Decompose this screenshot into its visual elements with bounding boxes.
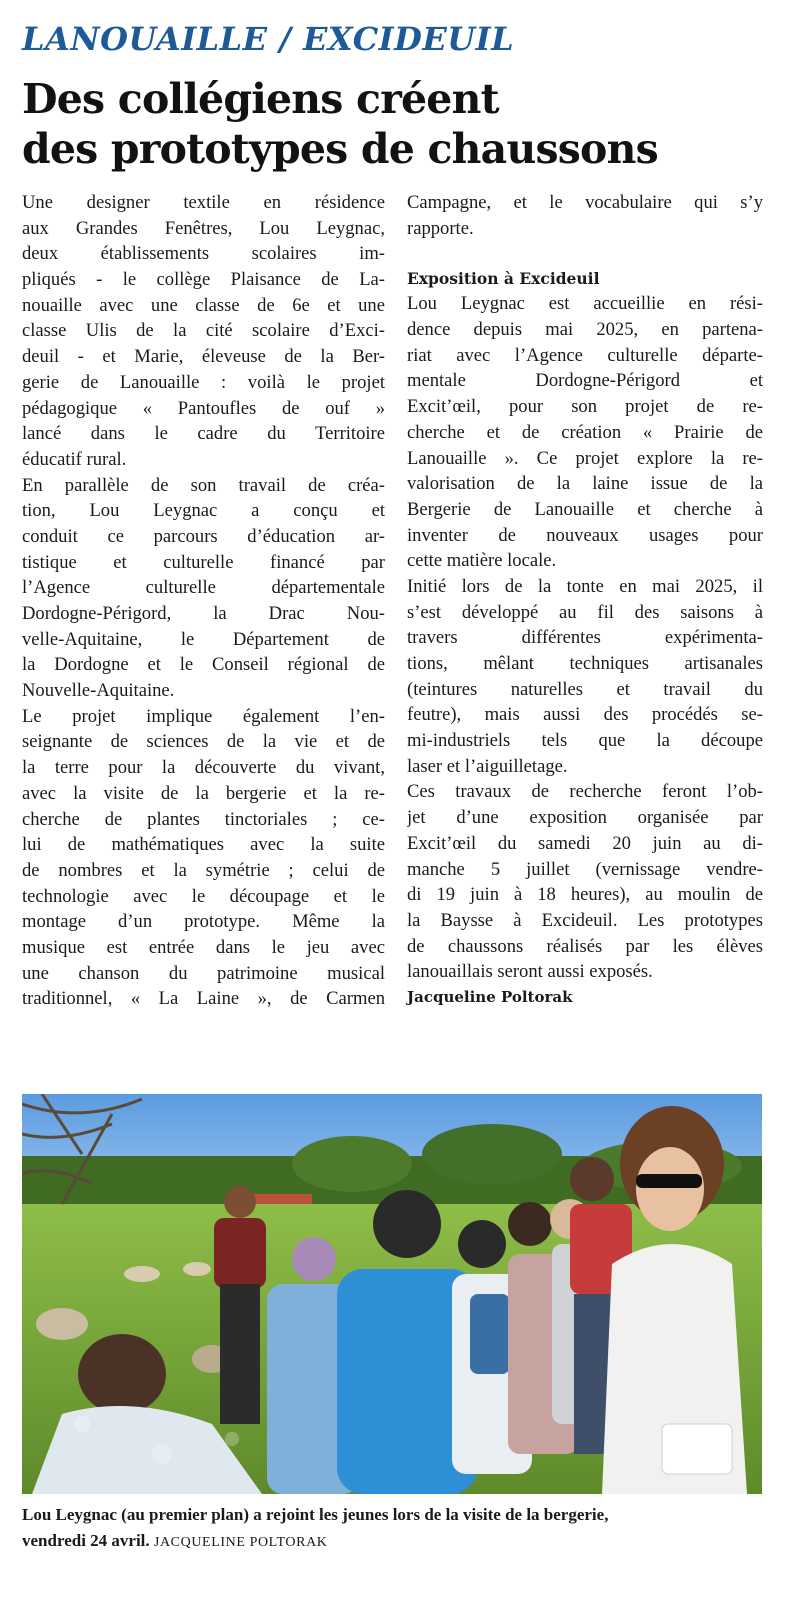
body-line: lui de mathématiques avec la suite bbox=[22, 834, 385, 856]
photo-credit: JACQUELINE POLTORAK bbox=[153, 1535, 328, 1550]
photo-sheep bbox=[124, 1266, 160, 1282]
body-line: technologie avec le découpage et le bbox=[22, 885, 385, 907]
article-byline: Jacqueline Poltorak bbox=[407, 988, 573, 1006]
photo-sheep bbox=[183, 1262, 211, 1276]
body-line: avec la visite de la bergerie et la re- bbox=[22, 782, 385, 804]
article-headline bbox=[22, 74, 782, 174]
caption-date: vendredi 24 avril. bbox=[22, 1531, 150, 1550]
body-line: Le projet implique également l’en- bbox=[22, 705, 385, 727]
photo-tree bbox=[422, 1124, 562, 1184]
body-line: inventer de nouveaux usages pour bbox=[407, 524, 763, 546]
body-line: lancé dans le cadre du Territoire bbox=[22, 423, 385, 445]
headline-line: des prototypes de chaussons bbox=[22, 125, 658, 173]
body-line: Excit’œil, pour son projet de re- bbox=[407, 396, 763, 418]
body-line: Nouvelle-Aquitaine. bbox=[22, 680, 175, 702]
body-line: tion, Lou Leygnac a conçu et bbox=[22, 500, 385, 522]
body-line: velle-Aquitaine, le Département de bbox=[22, 628, 385, 650]
body-line: deuil - et Marie, éleveuse de la Ber- bbox=[22, 346, 385, 368]
photo-caption bbox=[22, 1502, 782, 1556]
body-line: lanouaillais seront aussi exposés. bbox=[407, 961, 653, 983]
body-line: (teintures naturelles et travail du bbox=[407, 678, 763, 700]
body-line: Ces travaux de recherche feront l’ob- bbox=[407, 781, 763, 803]
caption-line: Lou Leygnac (au premier plan) a rejoint les jeunes lors de la visite de la bergerie, bbox=[22, 1505, 609, 1524]
body-line: la Dordogne et le Conseil régional de bbox=[22, 654, 385, 676]
article-body-right-column bbox=[407, 190, 763, 1009]
body-line: éducatif rural. bbox=[22, 448, 127, 470]
body-line: seignante de sciences de la vie et de bbox=[22, 731, 385, 753]
body-line: Excit’œil du samedi 20 juin au di- bbox=[407, 832, 763, 854]
section-subhead: Exposition à Excideuil bbox=[407, 269, 600, 289]
article-photo bbox=[22, 1094, 762, 1494]
body-line: feutre), mais aussi des procédés se- bbox=[407, 704, 763, 726]
body-line: musique est entrée dans le jeu avec bbox=[22, 936, 385, 958]
body-line: cherche et de création « Prairie de bbox=[407, 421, 763, 443]
article-body-left-column bbox=[22, 190, 385, 1012]
body-line: cherche de plantes tinctoriales ; ce- bbox=[22, 808, 385, 830]
body-line: montage d’un prototype. Même la bbox=[22, 911, 385, 933]
body-line: manche 5 juillet (vernissage vendre- bbox=[407, 858, 763, 880]
body-line: aux Grandes Fenêtres, Lou Leygnac, bbox=[22, 217, 385, 239]
body-line: di 19 juin à 18 heures), au moulin de bbox=[407, 884, 763, 906]
caption-line bbox=[22, 1528, 782, 1556]
body-line: tions, mêlant techniques artisanales bbox=[407, 653, 763, 675]
headline-line: Des collégiens créent bbox=[22, 75, 499, 123]
body-line: pédagogique « Pantoufles de ouf » bbox=[22, 397, 385, 419]
body-line: Bergerie de Lanouaille et cherche à bbox=[407, 498, 763, 520]
photo-sheep bbox=[36, 1308, 88, 1340]
body-line: tistique et culturelle financé par bbox=[22, 551, 385, 573]
body-line: la terre pour la découverte du vivant, bbox=[22, 757, 385, 779]
body-line: En parallèle de son travail de créa- bbox=[22, 474, 385, 496]
body-line: valorisation de la laine issue de la bbox=[407, 473, 763, 495]
body-line: une chanson du patrimoine musical bbox=[22, 962, 385, 984]
body-line: gerie de Lanouaille : voilà le projet bbox=[22, 371, 385, 393]
body-line: rapporte. bbox=[407, 217, 474, 239]
body-line: mi-industriels tels que la découpe bbox=[407, 730, 763, 752]
body-line: nouaille avec une classe de 6e et une bbox=[22, 294, 385, 316]
body-line: cette matière locale. bbox=[407, 550, 557, 572]
body-line: de nombres et la symétrie ; celui de bbox=[22, 859, 385, 881]
body-line: classe Ulis de la cité scolaire d’Exci- bbox=[22, 320, 385, 342]
body-line: dence depuis mai 2025, en partena- bbox=[407, 319, 763, 341]
body-line: Dordogne-Périgord, la Drac Nou- bbox=[22, 603, 385, 625]
body-line: la Baysse à Excideuil. Les prototypes bbox=[407, 909, 763, 931]
body-line: riat avec l’Agence culturelle départe- bbox=[407, 344, 763, 366]
body-line: jet d’une exposition organisée par bbox=[407, 807, 763, 829]
body-line: Lou Leygnac est accueillie en rési- bbox=[407, 293, 763, 315]
body-line: Initié lors de la tonte en mai 2025, il bbox=[407, 575, 763, 597]
body-line: s’est développé au fil des saisons à bbox=[407, 601, 763, 623]
body-line: de chaussons réalisés par les élèves bbox=[407, 935, 763, 957]
body-line: traditionnel, « La Laine », de Carmen bbox=[22, 988, 385, 1010]
right-body-text bbox=[407, 291, 763, 985]
photo-woman-background bbox=[214, 1186, 266, 1424]
body-line: Une designer textile en résidence bbox=[22, 192, 385, 213]
body-line: Lanouaille ». Ce projet explore la re- bbox=[407, 447, 763, 469]
article-kicker: LANOUAILLE / EXCIDEUIL bbox=[22, 20, 515, 58]
body-line: Campagne, et le vocabulaire qui s’y bbox=[407, 192, 763, 213]
body-line: pliqués - le collège Plaisance de La- bbox=[22, 269, 385, 291]
body-line: deux établissements scolaires im- bbox=[22, 243, 385, 265]
body-line: mentale Dordogne-Périgord et bbox=[407, 370, 763, 392]
body-line: l’Agence culturelle départementale bbox=[22, 577, 385, 599]
body-line: travers différentes expérimenta- bbox=[407, 627, 763, 649]
body-line: conduit ce parcours d’éducation ar- bbox=[22, 525, 385, 547]
body-line: laser et l’aiguilletage. bbox=[407, 755, 568, 777]
photo-tree bbox=[292, 1136, 412, 1192]
